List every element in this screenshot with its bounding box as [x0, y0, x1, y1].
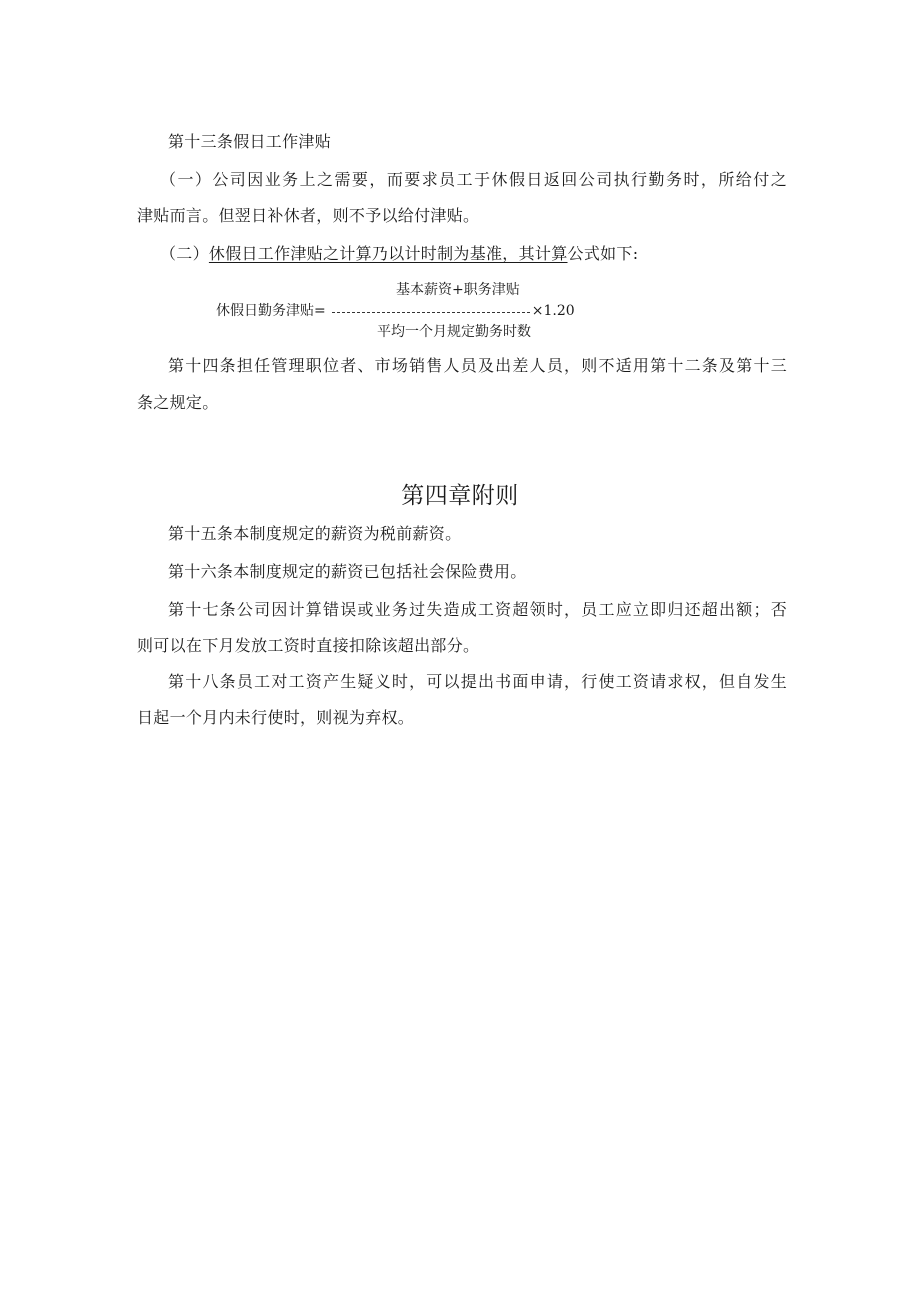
- article-18-line2: 日起一个月内未行使时，则视为弃权。: [137, 708, 415, 727]
- article-13-para2: [160, 244, 638, 264]
- formula-fraction-bar: [332, 312, 530, 313]
- article-13-para2-suffix: 公式如下:: [567, 244, 639, 263]
- article-13-para1-line1: （一）公司因业务上之需要，而要求员工于休假日返回公司执行勤务时，所给付之: [160, 170, 787, 189]
- article-13-title: 第十三条假日工作津贴: [168, 132, 332, 151]
- formula-multiplier: ×1.20: [531, 303, 575, 319]
- article-13-para2-prefix: （二）: [160, 244, 209, 263]
- article-13-para1-line2: 津贴而言。但翌日补休者，则不予以给付津贴。: [137, 206, 480, 225]
- formula-numerator: 基本薪资+职务津贴: [396, 282, 520, 298]
- article-15: 第十五条本制度规定的薪资为税前薪资。: [168, 524, 462, 543]
- formula-denominator: 平均一个月规定勤务时数: [377, 324, 531, 340]
- article-14-line1: 第十四条担任管理职位者、市场销售人员及出差人员，则不适用第十二条及第十三: [168, 356, 787, 375]
- article-13-para2-underlined: 休假日工作津贴之计算乃以计时制为基准，其计算: [208, 244, 568, 263]
- article-16: 第十六条本制度规定的薪资已包括社会保险费用。: [168, 562, 527, 581]
- formula-row: [216, 302, 575, 320]
- article-17-line2: 则可以在下月发放工资时直接扣除该超出部分。: [137, 636, 480, 655]
- article-17-line1: 第十七条公司因计算错误或业务过失造成工资超领时，员工应立即归还超出额；否: [168, 600, 787, 619]
- chapter-4-heading: 第四章附则: [401, 483, 519, 509]
- article-14-line2: 条之规定。: [137, 393, 219, 412]
- article-18-line1: 第十八条员工对工资产生疑义时，可以提出书面申请，行使工资请求权，但自发生: [168, 672, 787, 691]
- formula-label: 休假日勤务津贴=: [216, 303, 326, 319]
